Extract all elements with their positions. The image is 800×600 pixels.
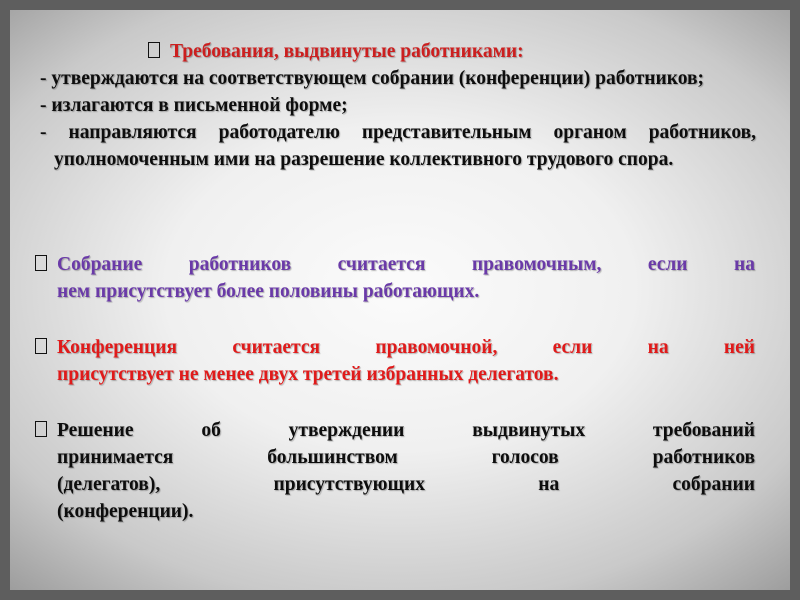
requirement-item: - направляются работодателю представительным органом работников, уполномоченным ими на разрешение коллективного трудового спора.	[40, 122, 756, 170]
requirement-item: - излагаются в письменной форме;	[40, 95, 348, 116]
bullet-box-icon	[35, 255, 47, 271]
slide	[10, 10, 790, 590]
requirements-block	[40, 38, 756, 173]
bullet-box-icon	[35, 338, 47, 354]
requirement-item: - утверждаются на соответствующем собрании (конференции) работников;	[40, 68, 705, 89]
bullet-box-icon	[148, 42, 160, 58]
requirements-title: Требования, выдвинутые работниками:	[40, 38, 756, 65]
decision-paragraph: Решение об утверждении выдвинутых требований принимается большинством голосов работников (делегатов), присутствующих на собрании (конференции).	[35, 417, 755, 525]
conference-quorum-paragraph: Конференция считается правомочной, если на ней присутствует не менее двух третей избранных делегатов.	[35, 334, 755, 388]
bullet-box-icon	[35, 421, 47, 437]
meeting-quorum-paragraph: Собрание работников считается правомочным, если на нем присутствует более половины работающих.	[35, 251, 755, 305]
